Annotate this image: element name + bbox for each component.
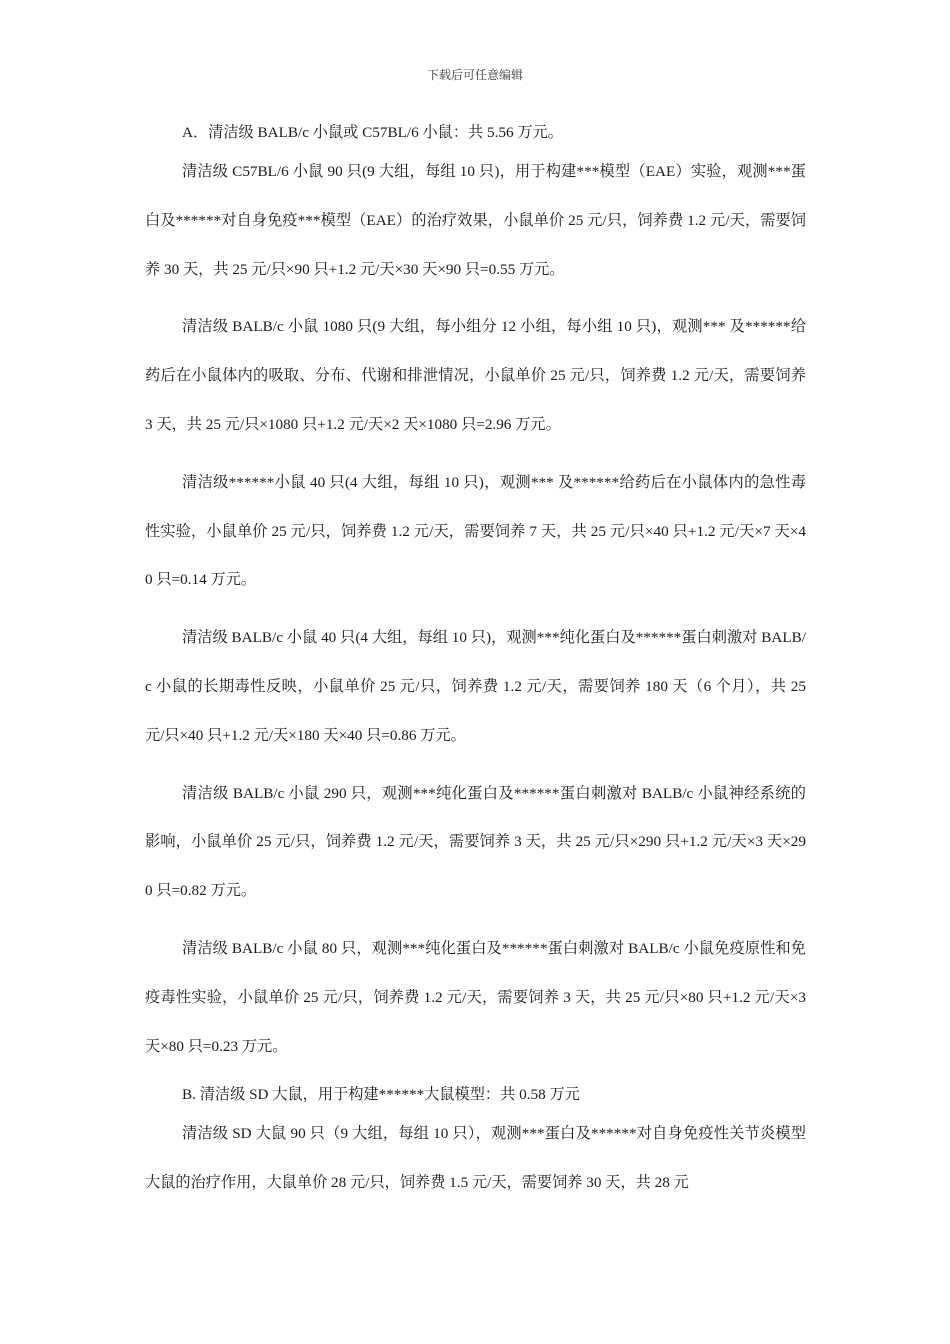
page-header: 下载后可任意编辑	[426, 68, 523, 82]
paragraph-sd-rats: 清洁级 SD 大鼠 90 只（9 大组，每组 10 只），观测***蛋白及******对自身免疫性关节炎模型大鼠的治疗作用，大鼠单价 28 元/只，饲养费 1.5 元/天，需要饲养 30 天，共 28 元	[145, 1125, 806, 1192]
paragraph-immunogenicity: 清洁级 BALB/c 小鼠 80 只，观测***纯化蛋白及******蛋白刺激对 BALB/c 小鼠免疫原性和免疫毒性实验，小鼠单价 25 元/只，饲养费 1.2 元/天，需要饲养 3 天，共 25 元/只×80 只+1.2 元/天×3 天×80 只=0.23 万元。	[145, 939, 806, 1055]
section-a-heading: A．清洁级 BALB/c 小鼠或 C57BL/6 小鼠：共 5.56 万元。	[182, 124, 563, 141]
paragraph-balbc-1080: 清洁级 BALB/c 小鼠 1080 只(9 大组，每小组分 12 小组，每小组 10 只)，观测*** 及******给药后在小鼠体内的吸取、分布、代谢和排泄情况，小鼠单价 25 元/只，饲养费 1.2 元/天，需要饲养 3 天，共 25 元/只×1080 只+1.2 元/天×2 天×1080 只=2.96 万元。	[145, 318, 806, 433]
paragraph-acute-toxicity: 清洁级******小鼠 40 只(4 大组，每组 10 只)，观测*** 及******给药后在小鼠体内的急性毒性实验，小鼠单价 25 元/只，饲养费 1.2 元/天，需要饲养 7 天，共 25 元/只×40 只+1.2 元/天×7 天×40 只=0.14 万元。	[145, 473, 806, 589]
paragraph-c57-mice: 清洁级 C57BL/6 小鼠 90 只(9 大组，每组 10 只)，用于构建***模型（EAE）实验，观测***蛋白及******对自身免疫***模型（EAE）的治疗效果，小鼠单价 25 元/只，饲养费 1.2 元/天，需要饲养 30 天，共 25 元/只×90 只+1.2 元/天×30 天×90 只=0.55 万元。	[145, 163, 806, 278]
section-b-heading: B. 清洁级 SD 大鼠，用于构建******大鼠模型：共 0.58 万元	[182, 1086, 580, 1104]
document-body	[145, 118, 806, 1217]
paragraph-long-term-toxicity: 清洁级 BALB/c 小鼠 40 只(4 大组，每组 10 只)，观测***纯化蛋白及******蛋白刺激对 BALB/c 小鼠的长期毒性反映，小鼠单价 25 元/只，饲养费 1.2 元/天，需要饲养 180 天（6 个月），共 25 元/只×40 只+1.2 元/天×180 天×40 只=0.86 万元。	[145, 629, 806, 744]
paragraph-nervous-system: 清洁级 BALB/c 小鼠 290 只，观测***纯化蛋白及******蛋白刺激对 BALB/c 小鼠神经系统的影响，小鼠单价 25 元/只，饲养费 1.2 元/天，需要饲养 3 天，共 25 元/只×290 只+1.2 元/天×3 天×290 只=0.82 万元。	[145, 784, 806, 900]
